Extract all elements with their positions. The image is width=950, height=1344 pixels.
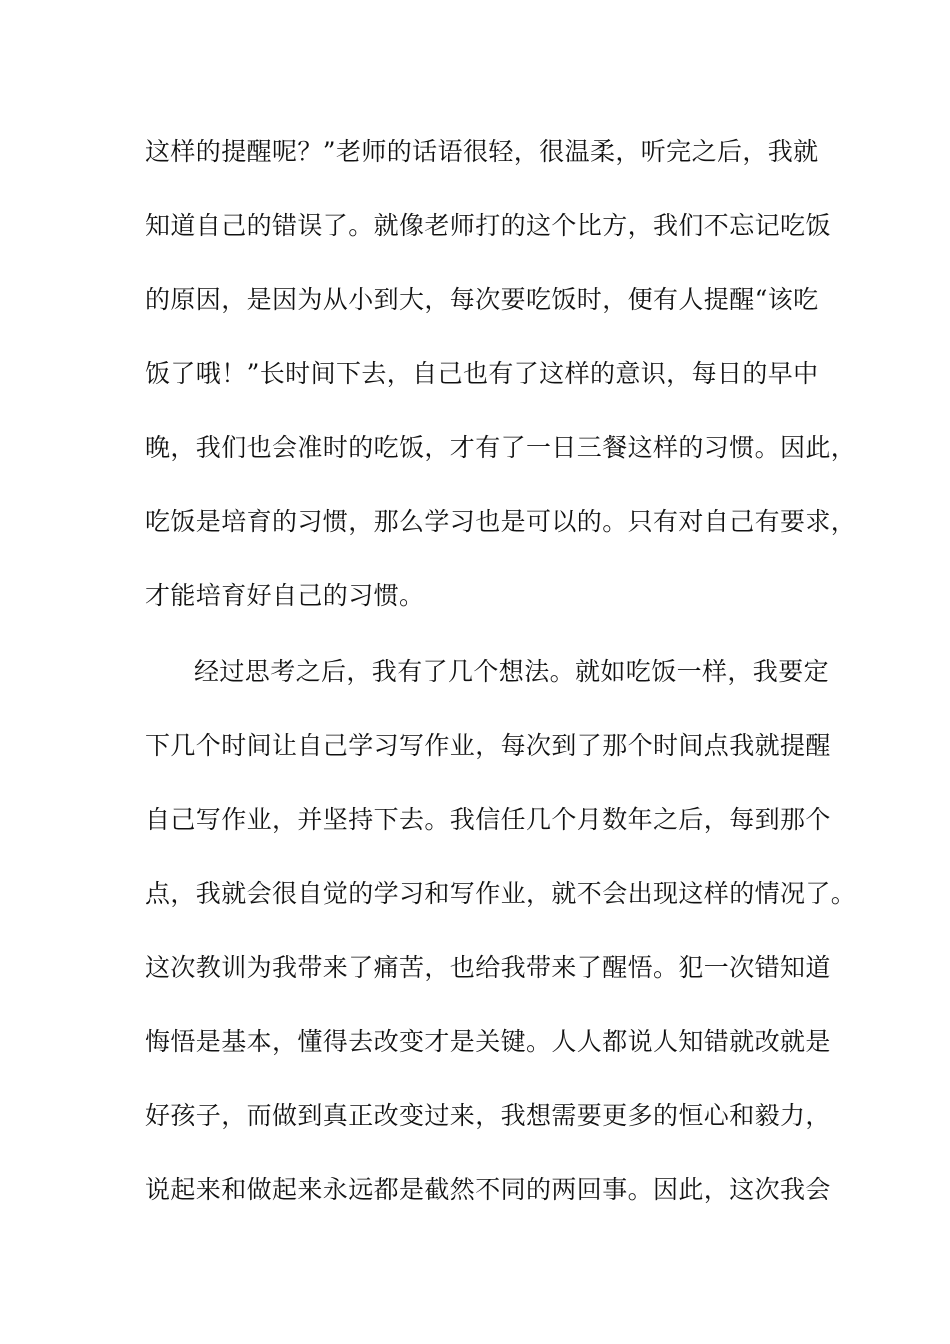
paragraph-first-line: 经过思考之后，我有了几个想法。就如吃饭一样，我要定 (194, 657, 830, 686)
text-line: 这次教训为我带来了痛苦，也给我带来了醒悟。犯一次错知道 (145, 953, 831, 982)
text-line: 吃饭是培育的习惯，那么学习也是可以的。只有对自己有要求， (145, 507, 857, 536)
text-line: 才能培育好自己的习惯。 (145, 581, 425, 610)
text-line: 晚，我们也会准时的吃饭，才有了一日三餐这样的习惯。因此， (145, 433, 857, 462)
text-line: 点，我就会很自觉的学习和写作业，就不会出现这样的情况了。 (145, 879, 857, 908)
text-line: 饭了哦！”长时间下去，自己也有了这样的意识，每日的早中 (145, 359, 819, 388)
text-line: 好孩子，而做到真正改变过来，我想需要更多的恒心和毅力， (145, 1101, 831, 1130)
text-line: 的原因，是因为从小到大，每次要吃饭时，便有人提醒“该吃 (145, 285, 819, 314)
text-line: 自己写作业，并坚持下去。我信任几个月数年之后，每到那个 (145, 805, 831, 834)
text-line: 悔悟是基本，懂得去改变才是关键。人人都说人知错就改就是 (145, 1027, 831, 1056)
text-line: 这样的提醒呢？”老师的话语很轻，很温柔，听完之后，我就 (145, 137, 819, 166)
text-line: 知道自己的错误了。就像老师打的这个比方，我们不忘记吃饭 (145, 211, 831, 240)
text-line: 说起来和做起来永远都是截然不同的两回事。因此，这次我会 (145, 1175, 831, 1204)
text-line: 下几个时间让自己学习写作业，每次到了那个时间点我就提醒 (145, 731, 831, 760)
